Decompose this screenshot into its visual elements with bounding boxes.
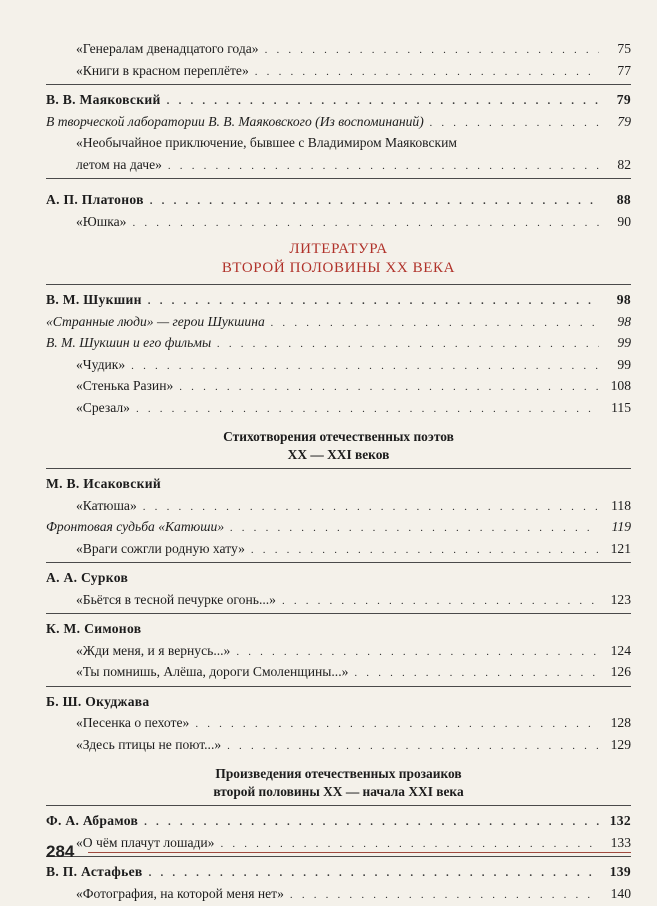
toc-author[interactable]: Б. Ш. Окуджава: [46, 693, 150, 709]
divider: [46, 468, 631, 469]
toc-entry[interactable]: «Ты помнишь, Алёша, дороги Смоленщины...» . . . 126: [46, 661, 631, 683]
divider: [46, 284, 631, 285]
toc-entry[interactable]: В творческой лаборатории В. В. Маяковского (Из воспоминаний) . . . 79: [46, 111, 631, 133]
divider: [46, 562, 631, 563]
toc-author[interactable]: В. П. Астафьев . . . 139: [46, 861, 631, 883]
toc-entry[interactable]: «Генералам двенадцатого года» . . . 75: [46, 38, 631, 60]
toc-entry[interactable]: «Фотография, на которой меня нет» . . . 140: [46, 883, 631, 905]
toc-entry[interactable]: «Необычайное приключение, бывшее с Владимиром Маяковским летом на даче» . . . 82: [46, 132, 631, 175]
toc-entry[interactable]: «О чём плачут лошади» . . . 133: [46, 832, 631, 854]
toc-author[interactable]: Ф. А. Абрамов . . . 132: [46, 810, 631, 832]
section-heading: Стихотворения отечественных поэтов XX — XXI веков: [223, 429, 454, 462]
toc-entry[interactable]: «Юшка» . . . 90: [46, 211, 631, 233]
divider: [46, 84, 631, 85]
section-heading: ЛИТЕРАТУРА ВТОРОЙ ПОЛОВИНЫ XX ВЕКА: [221, 241, 456, 276]
toc-entry[interactable]: «Катюша» . . . 118: [46, 495, 631, 517]
toc-author[interactable]: М. В. Исаковский: [46, 476, 162, 491]
toc-author[interactable]: К. М. Симонов: [46, 621, 142, 636]
toc-entry[interactable]: В. М. Шукшин и его фильмы . . . 99: [46, 332, 631, 354]
toc-author[interactable]: В. В. Маяковский . . . 79: [46, 89, 631, 111]
toc-author[interactable]: В. М. Шукшин . . . 98: [46, 289, 631, 311]
toc-entry[interactable]: «Книги в красном переплёте» . . . 77: [46, 60, 631, 82]
toc-entry[interactable]: «Чудик» . . . 99: [46, 354, 631, 376]
toc-entry[interactable]: «Песенка о пехоте» . . . 128: [46, 712, 631, 734]
toc-entry[interactable]: «Странные люди» — герои Шукшина . . . 98: [46, 311, 631, 333]
page-number: 284: [46, 842, 75, 861]
table-of-contents: [46, 38, 631, 904]
toc-entry[interactable]: «Бьётся в тесной печурке огонь...» . . . 123: [46, 589, 631, 611]
section-heading: Произведения отечественных прозаиков второй половины XX — начала XXI века: [213, 766, 464, 799]
page-footer: [46, 842, 631, 862]
divider: [46, 613, 631, 614]
divider: [46, 178, 631, 179]
toc-author[interactable]: А. А. Сурков: [46, 570, 129, 585]
divider: [46, 805, 631, 806]
footer-rule: [88, 852, 631, 853]
toc-entry[interactable]: «Здесь птицы не поют...» . . . 129: [46, 734, 631, 756]
toc-entry[interactable]: «Стенька Разин» . . . 108: [46, 375, 631, 397]
toc-entry[interactable]: «Жди меня, и я вернусь...» . . . 124: [46, 640, 631, 662]
toc-author[interactable]: А. П. Платонов . . . 88: [46, 189, 631, 211]
divider: [46, 686, 631, 687]
toc-entry[interactable]: «Враги сожгли родную хату» . . . 121: [46, 538, 631, 560]
toc-entry[interactable]: Фронтовая судьба «Катюши» . . . 119: [46, 516, 631, 538]
toc-entry[interactable]: «Срезал» . . . 115: [46, 397, 631, 419]
